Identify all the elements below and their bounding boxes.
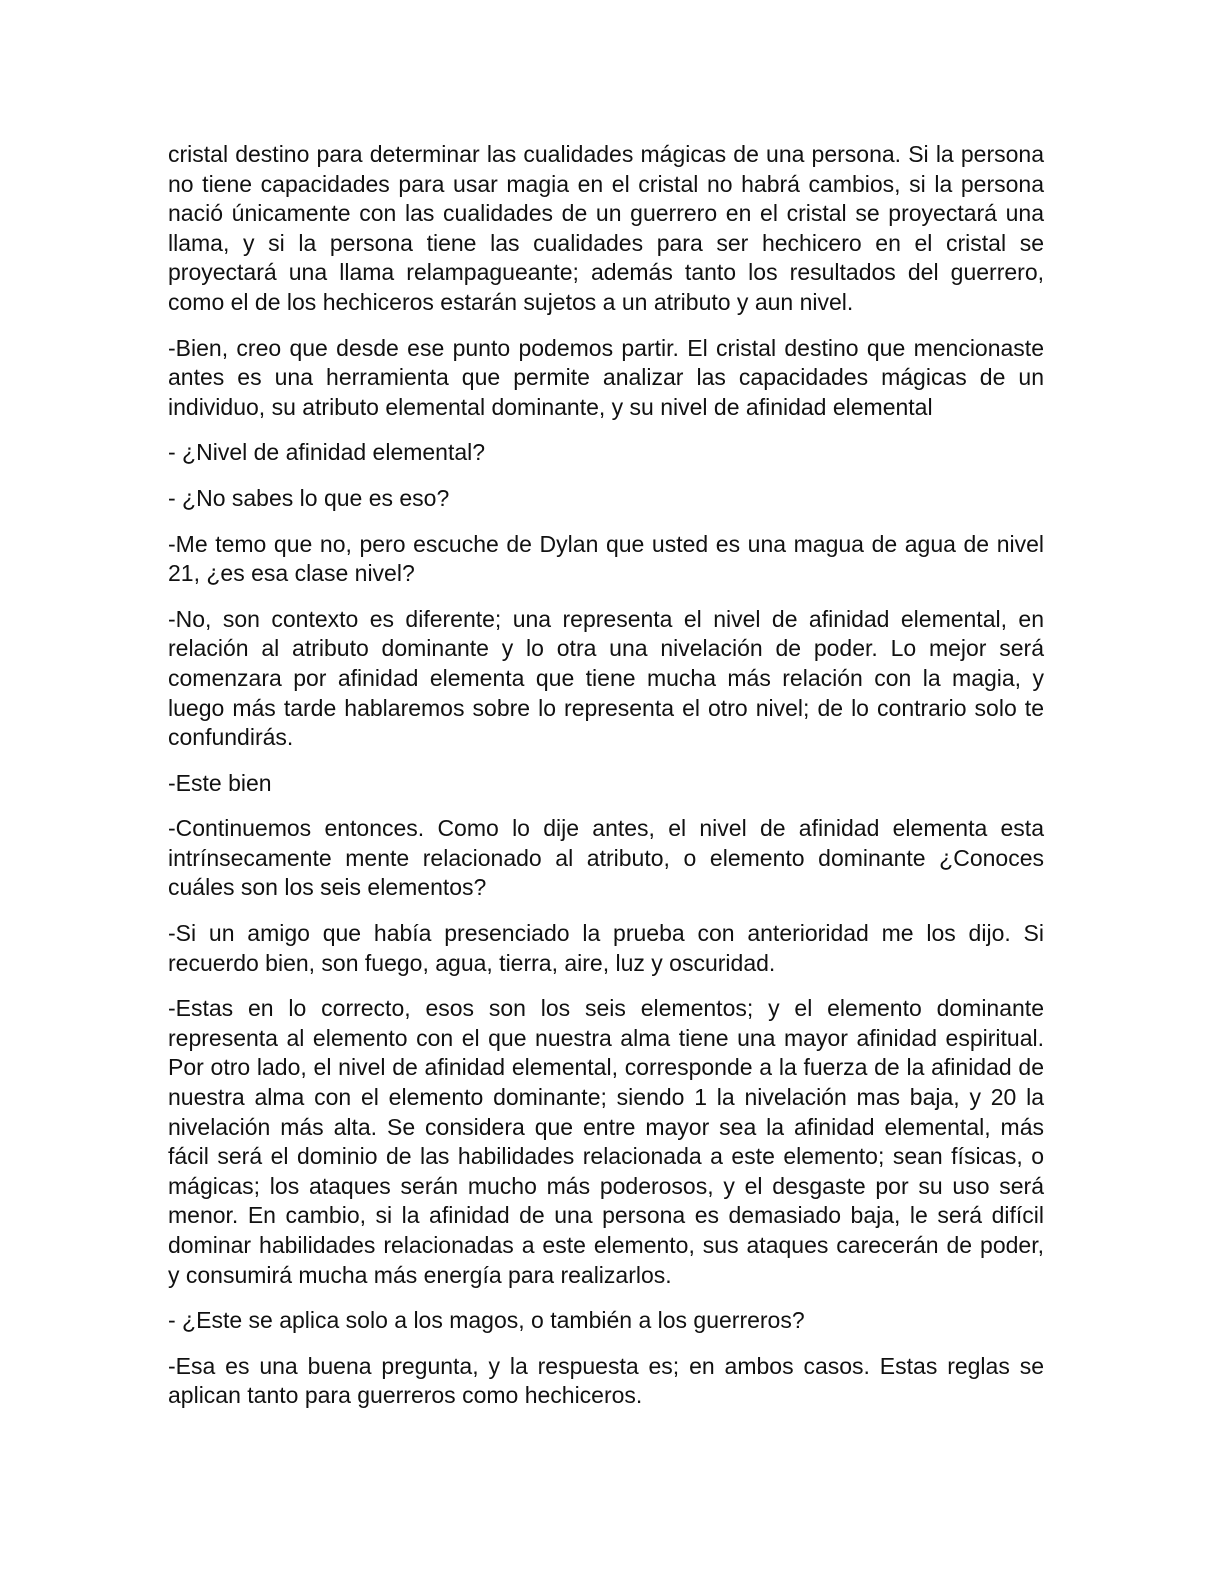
paragraph: -Estas en lo correcto, esos son los seis elementos; y el elemento dominante representa al elemento con el que nuestra alma tiene una mayor afinidad espiritual. Por otro lado, el nivel de afinidad elemental, corresponde a la fuerza de la afinidad de nuestra alma con el elemento dominante; siendo 1 la nivelación mas baja, y 20 la nivelación más alta. Se considera que entre mayor sea la afinidad elemental, más fácil será el dominio de las habilidades relacionada a este elemento; sean físicas, o mágicas; los ataques serán mucho más poderosos, y el desgaste por su uso será menor. En cambio, si la afinidad de una persona es demasiado baja, le será difícil dominar habilidades relacionadas a este elemento, sus ataques carecerán de poder, y consumirá mucha más energía para realizarlos. bbox=[168, 995, 1044, 1288]
paragraph: cristal destino para determinar las cualidades mágicas de una persona. Si la persona no tiene capacidades para usar magia en el cristal no habrá cambios, si la persona nació únicamente con las cualidades de un guerrero en el cristal se proyectará una llama, y si la persona tiene las cualidades para ser hechicero en el cristal se proyectará una llama relampagueante; además tanto los resultados del guerrero, como el de los hechiceros estarán sujetos a un atributo y aun nivel. bbox=[168, 141, 1044, 315]
paragraph: -Continuemos entonces. Como lo dije antes, el nivel de afinidad elementa esta intrínsecamente mente relacionado al atributo, o elemento dominante ¿Conoces cuáles son los seis elementos? bbox=[168, 815, 1044, 901]
paragraph: - ¿Este se aplica solo a los magos, o también a los guerreros? bbox=[168, 1307, 805, 1334]
paragraph: -Este bien bbox=[168, 769, 272, 796]
document-page bbox=[168, 140, 1044, 1427]
paragraph: -Si un amigo que había presenciado la prueba con anterioridad me los dijo. Si recuerdo bien, son fuego, agua, tierra, aire, luz y oscuridad. bbox=[168, 920, 1044, 976]
paragraph: -Me temo que no, pero escuche de Dylan que usted es una magua de agua de nivel 21, ¿es esa clase nivel? bbox=[168, 530, 1044, 587]
paragraph: -Esa es una buena pregunta, y la respuesta es; en ambos casos. Estas reglas se aplican tanto para guerreros como hechiceros. bbox=[168, 1352, 1044, 1409]
paragraph: - ¿Nivel de afinidad elemental? bbox=[168, 439, 486, 466]
paragraph: -No, son contexto es diferente; una representa el nivel de afinidad elemental, en relación al atributo dominante y lo otra una nivelación de poder. Lo mejor será comenzara por afinidad elementa que tiene mucha más relación con la magia, y luego más tarde hablaremos sobre lo representa el otro nivel; de lo contrario solo te confundirás. bbox=[168, 605, 1044, 751]
paragraph: - ¿No sabes lo que es eso? bbox=[168, 484, 450, 511]
paragraph: -Bien, creo que desde ese punto podemos partir. El cristal destino que mencionaste antes es una herramienta que permite analizar las capacidades mágicas de un individuo, su atributo elemental dominante, y su nivel de afinidad elemental bbox=[168, 334, 1044, 420]
